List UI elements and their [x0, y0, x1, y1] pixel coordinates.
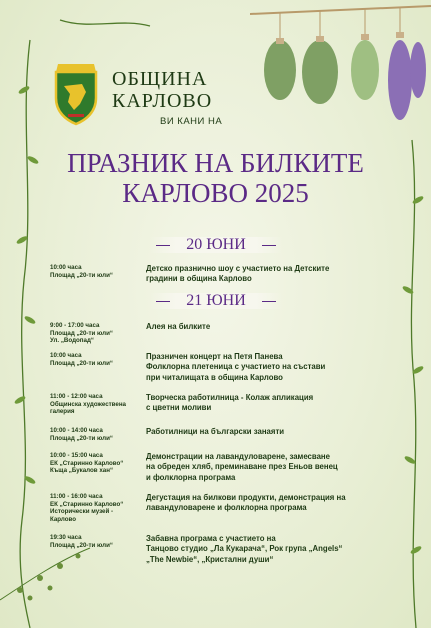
- event-place: Площад „20-ти юли“: [50, 359, 114, 367]
- event-desc-line: при читалищата в община Карлово: [146, 372, 283, 382]
- event-desc-line: с цветни моливи: [146, 403, 212, 413]
- event-place: Площад „20-ти юли“: [50, 434, 114, 442]
- event-place: Площад „20-ти юли“: [50, 271, 114, 279]
- date-heading-day2: [160, 292, 272, 310]
- event-desc-line: Дегустация на билкови продукти, демонстрация на: [146, 493, 346, 502]
- event-when: [50, 493, 138, 523]
- date-rule-right: [262, 301, 276, 302]
- date-rule-right: [262, 245, 276, 246]
- event-time: 11:00 - 16:00 часа: [50, 493, 103, 500]
- event-what: [146, 452, 426, 483]
- title-line-2: КАРЛОВО 2025: [122, 178, 309, 208]
- event-when: [50, 427, 138, 442]
- event-place: ЕК „Старинно Карлово“: [50, 459, 124, 467]
- event-what: [146, 534, 426, 565]
- event-desc-line: Работилници на български занаяти: [146, 427, 285, 436]
- date-rule-left: [156, 301, 170, 302]
- event-what: [146, 427, 426, 437]
- event-place: Карлово: [50, 515, 77, 523]
- event-when: [50, 322, 138, 345]
- event-time: 10:00 - 14:00 часа: [50, 427, 103, 434]
- hanging-herbs-icon: [250, 0, 431, 140]
- event-what: [146, 352, 426, 383]
- event-desc-line: Демонстрации на лавандуловарене, замесване: [146, 452, 330, 461]
- event-when: [50, 393, 138, 416]
- event-place: ЕК „Старинно Карлово“: [50, 500, 124, 508]
- event-what: [146, 264, 426, 285]
- event-desc-line: Фолклорна плетеница с участието на състави: [146, 362, 326, 372]
- event-place: Площад „20-ти юли“: [50, 541, 114, 549]
- event-time: 11:00 - 12:00 часа: [50, 393, 103, 400]
- event-desc-line: „The Newbie“, „Кристални души“: [146, 554, 274, 564]
- event-place: Площад „20-ти юли“: [50, 329, 114, 337]
- date-rule-left: [156, 245, 170, 246]
- event-what: [146, 493, 426, 514]
- event-place: Общинска художествена: [50, 400, 127, 408]
- event-desc-line: и фолклорна програма: [146, 472, 236, 482]
- event-when: [50, 452, 138, 475]
- event-desc-line: Празничен концерт на Петя Панева: [146, 352, 283, 361]
- event-time: 10:00 - 15:00 часа: [50, 452, 103, 459]
- event-what: [146, 393, 426, 414]
- event-time: 10:00 часа: [50, 264, 82, 271]
- event-when: [50, 534, 138, 549]
- date-heading-day1: [160, 236, 272, 254]
- date-label: 20 ЮНИ: [186, 236, 246, 253]
- event-desc-line: Танцово студио „Ла Кукарача“, Рок група „Angels“: [146, 544, 343, 554]
- event-time: 19:30 часа: [50, 534, 82, 541]
- event-time: 10:00 часа: [50, 352, 82, 359]
- event-when: [50, 264, 138, 279]
- municipality-line-1: ОБЩИНА: [112, 68, 208, 90]
- event-when: [50, 352, 138, 367]
- municipality-crest-icon: [52, 62, 100, 126]
- municipality-line-2: КАРЛОВО: [112, 90, 213, 112]
- event-desc-line: Забавна програма с участието на: [146, 534, 276, 543]
- event-desc-line: лавандуловарене и фолклорна програма: [146, 503, 307, 513]
- event-what: [146, 322, 426, 332]
- title-line-1: ПРАЗНИК НА БИЛКИТЕ: [67, 148, 364, 178]
- event-desc-line: Алея на билките: [146, 322, 211, 331]
- event-place: Къща „Букалов хан“: [50, 467, 114, 475]
- event-place: Исторически музей -: [50, 508, 114, 516]
- event-desc-line: градини в община Карлово: [146, 274, 252, 284]
- event-desc-line: Творческа работилница - Колаж апликация: [146, 393, 314, 402]
- date-label: 21 ЮНИ: [186, 292, 246, 309]
- event-desc-line: Детско празнично шоу с участието на Детските: [146, 264, 330, 273]
- event-place: Ул. „Водопад“: [50, 337, 94, 345]
- event-time: 9:00 - 17:00 часа: [50, 322, 100, 329]
- festival-title: [0, 148, 431, 208]
- invite-text: ВИ КАНИ НА: [160, 116, 223, 127]
- municipality-name: [112, 68, 212, 112]
- event-place: галерия: [50, 408, 75, 416]
- event-desc-line: на обреден хляб, преминаване през Еньов венец: [146, 462, 338, 472]
